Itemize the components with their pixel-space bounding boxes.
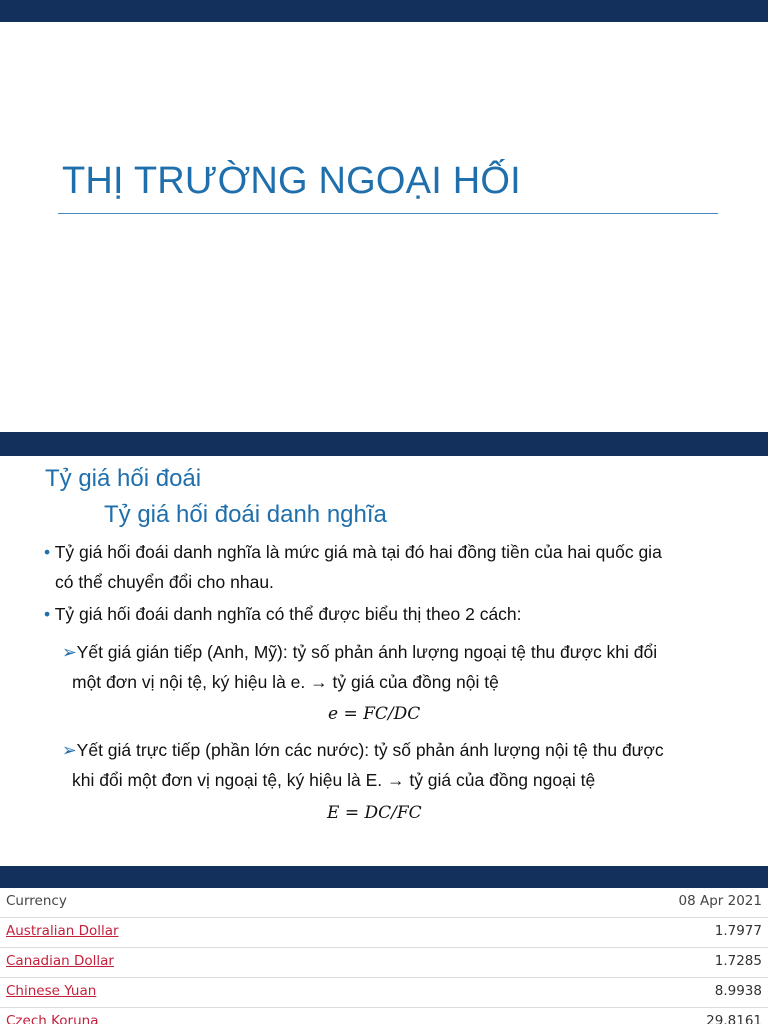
title-underline bbox=[58, 213, 718, 214]
bullet-marker: • bbox=[44, 542, 51, 562]
currency-table bbox=[0, 888, 768, 1024]
slide-title: THỊ TRƯỜNG NGOẠI HỐI bbox=[62, 160, 521, 202]
slide-divider-band bbox=[0, 866, 768, 888]
formula-direct: E = DC/FC bbox=[327, 803, 422, 823]
slide-subheading: Tỷ giá hối đoái danh nghĩa bbox=[104, 501, 387, 528]
rate-value: 1.7285 bbox=[714, 953, 762, 969]
bullet-1-line-1: • Tỷ giá hối đoái danh nghĩa là mức giá mà tại đó hai đồng tiền của hai quốc gia bbox=[44, 542, 662, 562]
bullet-1-line-2: có thể chuyển đổi cho nhau. bbox=[55, 572, 274, 592]
currency-link[interactable]: Canadian Dollar bbox=[6, 953, 114, 969]
table-header-row bbox=[0, 888, 768, 918]
bullet-2: • Tỷ giá hối đoái danh nghĩa có thể được biểu thị theo 2 cách: bbox=[44, 604, 522, 624]
sub-bullet-2-line-1: ➢Yết giá trực tiếp (phần lớn các nước): tỷ số phản ánh lượng nội tệ thu được bbox=[62, 740, 664, 760]
sub-bullet-1-line-1: ➢Yết giá gián tiếp (Anh, Mỹ): tỷ số phản ánh lượng ngoại tệ thu được khi đổi bbox=[62, 642, 658, 662]
slide-heading: Tỷ giá hối đoái bbox=[45, 465, 202, 492]
table-row bbox=[0, 918, 768, 948]
rate-value: 8.9938 bbox=[714, 983, 762, 999]
rate-value: 1.7977 bbox=[714, 923, 762, 939]
currency-link[interactable]: Czech Koruna bbox=[6, 1013, 99, 1024]
column-header-date: 08 Apr 2021 bbox=[678, 893, 762, 909]
currency-link[interactable]: Chinese Yuan bbox=[6, 983, 97, 999]
content-slide bbox=[0, 456, 768, 866]
sub-bullet-2-line-2: khi đổi một đơn vị ngoại tệ, ký hiệu là E. → tỷ giá của đồng ngoại tệ bbox=[72, 770, 596, 790]
arrow-bullet-icon: ➢ bbox=[62, 642, 77, 662]
rate-value: 29.8161 bbox=[706, 1013, 762, 1024]
arrow-bullet-icon: ➢ bbox=[62, 740, 77, 760]
slide-divider-band bbox=[0, 432, 768, 456]
top-header-band bbox=[0, 0, 768, 22]
table-row bbox=[0, 1008, 768, 1024]
table-row bbox=[0, 978, 768, 1008]
title-slide bbox=[0, 22, 768, 432]
currency-link[interactable]: Australian Dollar bbox=[6, 923, 119, 939]
formula-indirect: e = FC/DC bbox=[328, 704, 421, 724]
bullet-marker: • bbox=[44, 604, 51, 624]
table-row bbox=[0, 948, 768, 978]
sub-bullet-1-line-2: một đơn vị nội tệ, ký hiệu là e. → tỷ giá của đồng nội tệ bbox=[72, 672, 499, 692]
column-header-currency: Currency bbox=[6, 893, 67, 909]
